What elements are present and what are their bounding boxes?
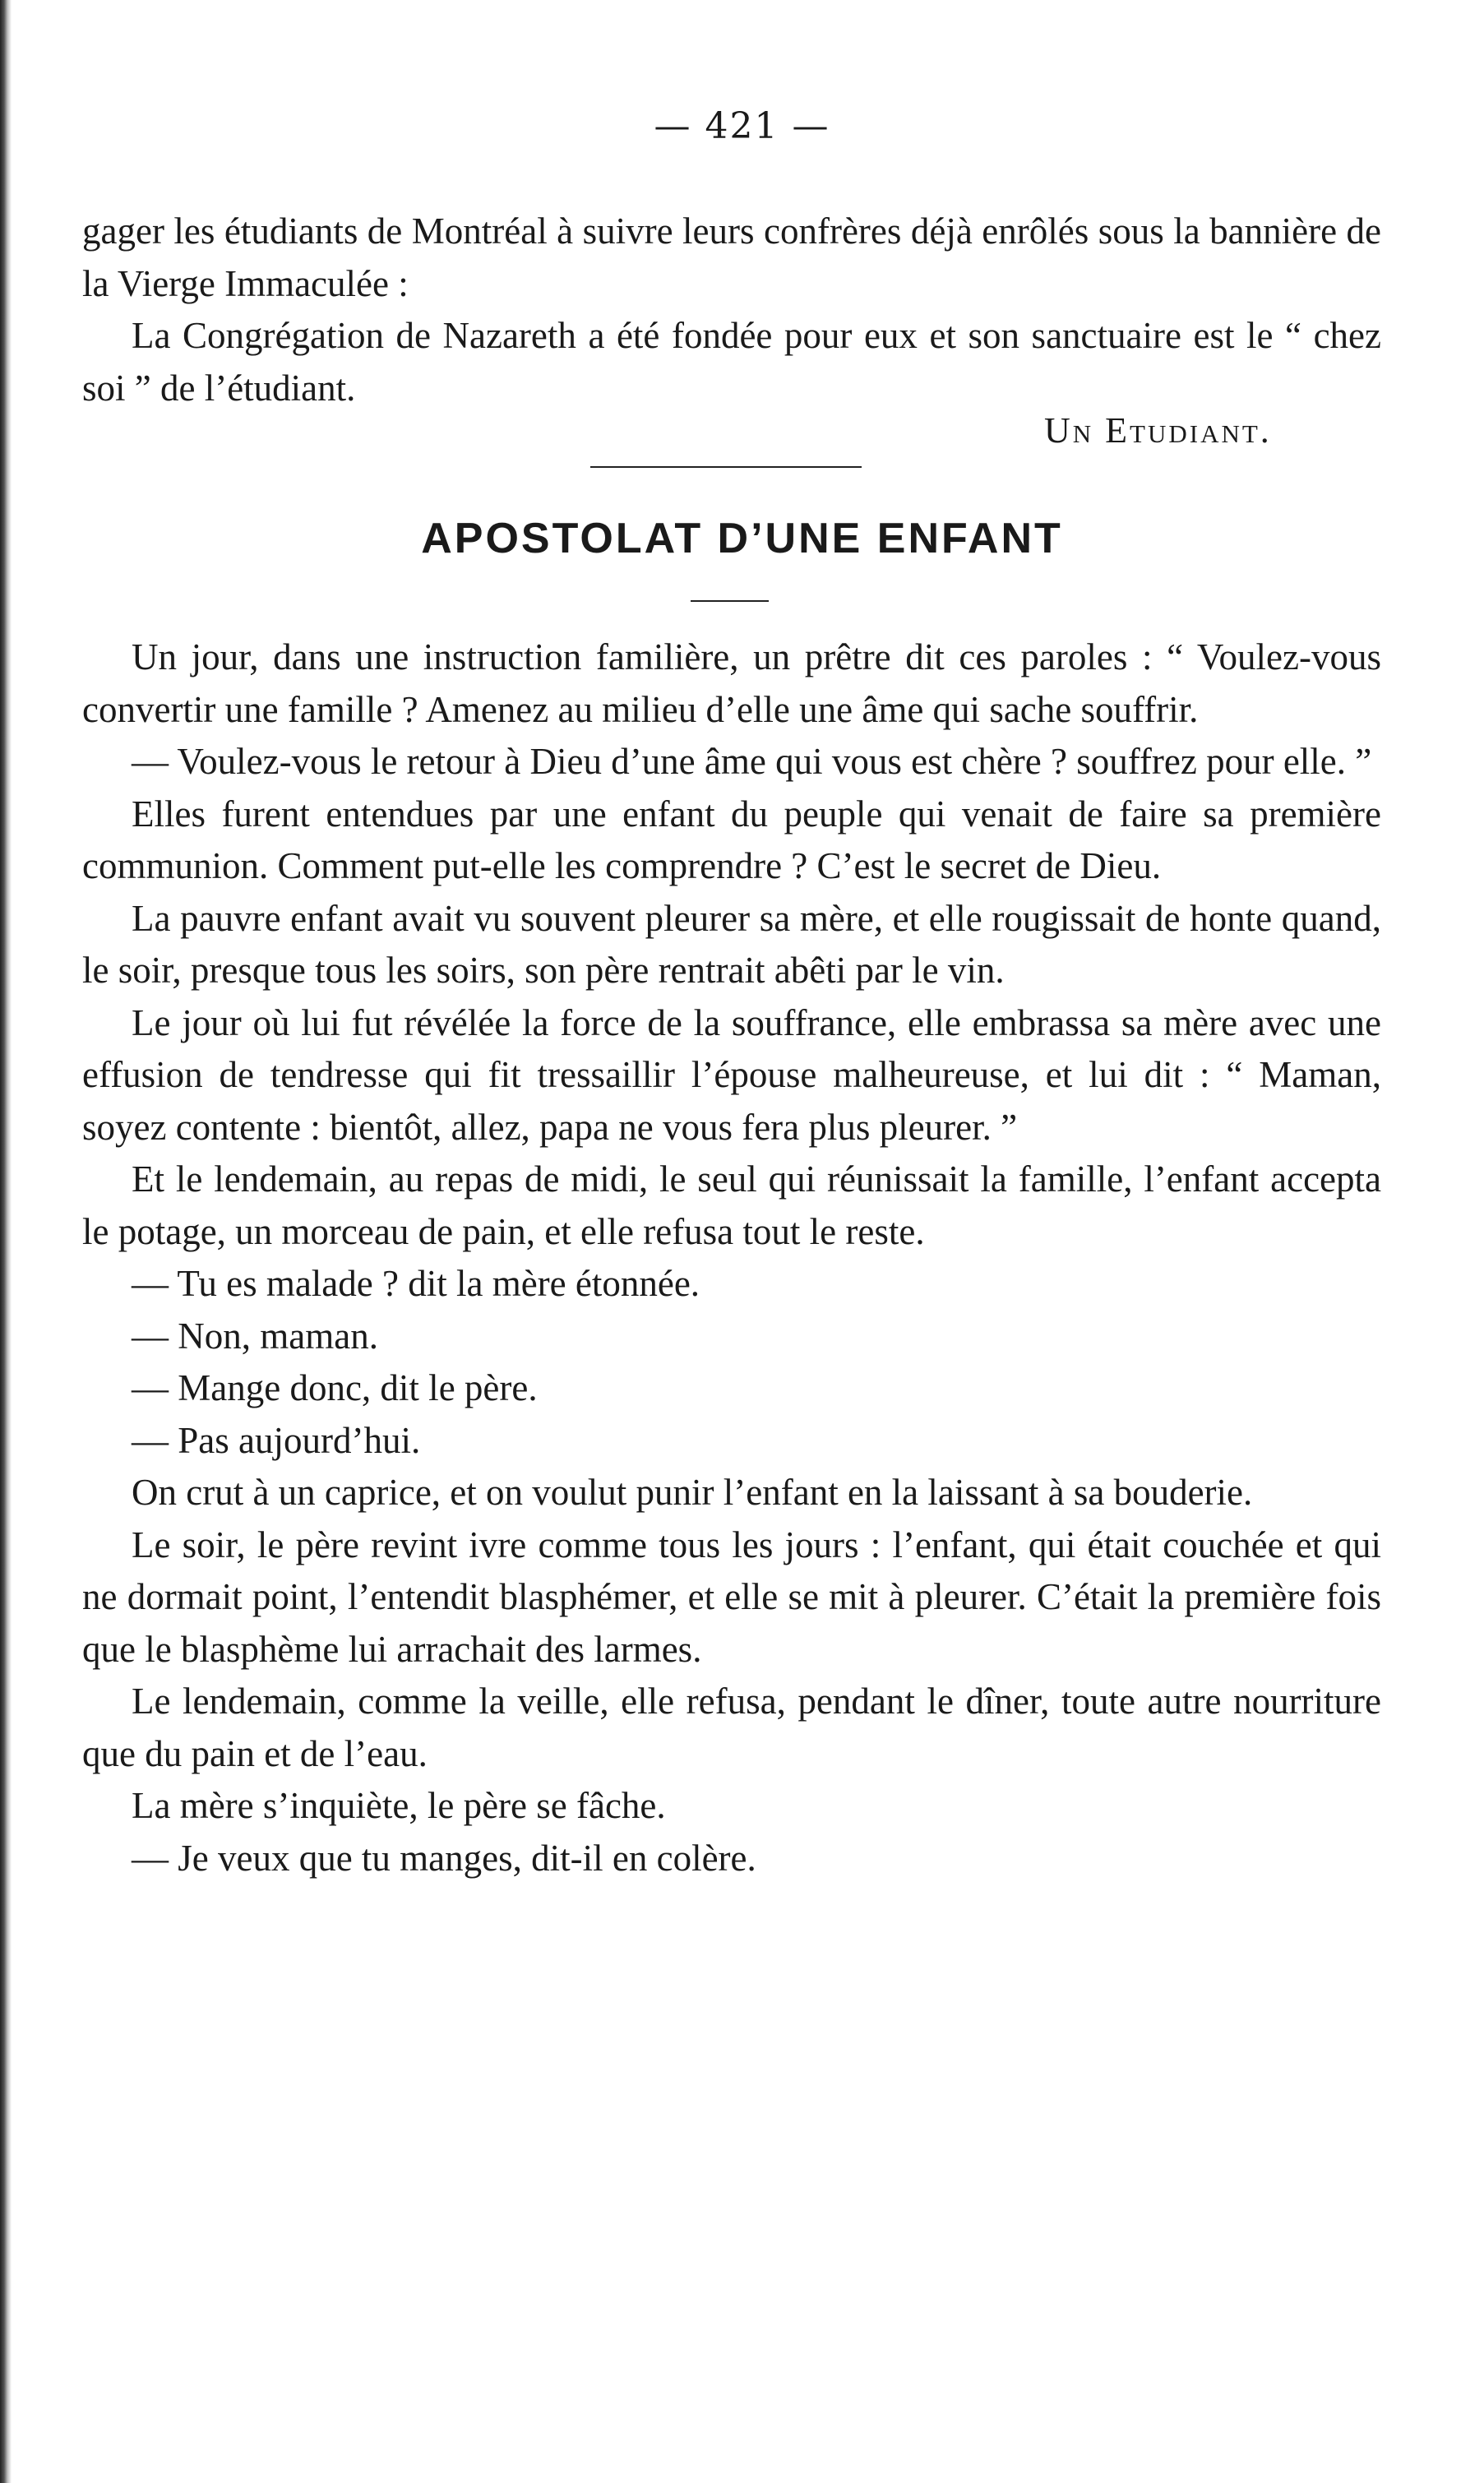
dialogue-line: — Je veux que tu manges, dit-il en colère. [132,1837,756,1879]
body-paragraph: Elles furent entendues par une enfant du peuple qui venait de faire sa première communion. Comment put-elle les comprendre ? C’est le secret de Dieu. [82,793,1381,886]
body-paragraph: La pauvre enfant avait vu souvent pleurer sa mère, et elle rougissait de honte quand, le soir, presque tous les soirs, son père rentrait abêti par le vin. [82,897,1381,991]
body-paragraph: — Voulez-vous le retour à Dieu d’une âme qui vous est chère ? souffrez pour elle. ” [132,741,1372,782]
intro-paragraph: La Congrégation de Nazareth a été fondée pour eux et son sanctuaire est le “ chez soi ” de l’étudiant. [82,315,1381,409]
signature: Un Etudiant. [1044,410,1272,451]
title-underline [691,600,769,602]
dialogue-line: — Tu es malade ? dit la mère étonnée. [132,1263,700,1304]
body-paragraph: Le jour où lui fut révélée la force de la souffrance, elle embrassa sa mère avec une effusion de tendresse qui fit tressaillir l’épouse malheureuse, et lui dit : “ Maman, soyez contente : bientôt, allez, papa ne vous fera plus pleurer. ” [82,1001,1381,1148]
article-title: APOSTOLAT D’UNE ENFANT [421,515,1063,562]
body-paragraph: On crut à un caprice, et on voulut punir l’enfant en la laissant à sa bouderie. [132,1472,1253,1513]
body-paragraph: Le lendemain, comme la veille, elle refusa, pendant le dîner, toute autre nourriture que du pain et de l’eau. [82,1681,1381,1774]
dialogue-line: — Non, maman. [132,1315,378,1357]
article-body [82,631,1381,1884]
body-paragraph: La mère s’inquiète, le père se fâche. [132,1785,666,1826]
dialogue-line: — Mange donc, dit le père. [132,1367,538,1408]
body-paragraph: Un jour, dans une instruction familière, un prêtre dit ces paroles : “ Voulez-vous convertir une famille ? Amenez au milieu d’elle une âme qui sache souffrir. [82,636,1381,730]
intro-text [82,206,1381,414]
dialogue-line: — Pas aujourd’hui. [132,1419,421,1461]
page-number: — 421 — [654,105,830,147]
body-paragraph: Et le lendemain, au repas de midi, le seul qui réunissait la famille, l’enfant accepta le potage, un morceau de pain, et elle refusa tout le reste. [82,1158,1381,1252]
section-divider [590,466,862,468]
body-paragraph: Le soir, le père revint ivre comme tous les jours : l’enfant, qui était couchée et qui ne dormait point, l’entendit blasphémer, et elle se mit à pleurer. C’était la première fois que le blasphème lui arrachait des larmes. [82,1524,1381,1670]
intro-paragraph: gager les étudiants de Montréal à suivre leurs confrères déjà enrôlés sous la bannière de la Vierge Immaculée : [82,210,1381,304]
page-binding-edge [0,0,12,2483]
